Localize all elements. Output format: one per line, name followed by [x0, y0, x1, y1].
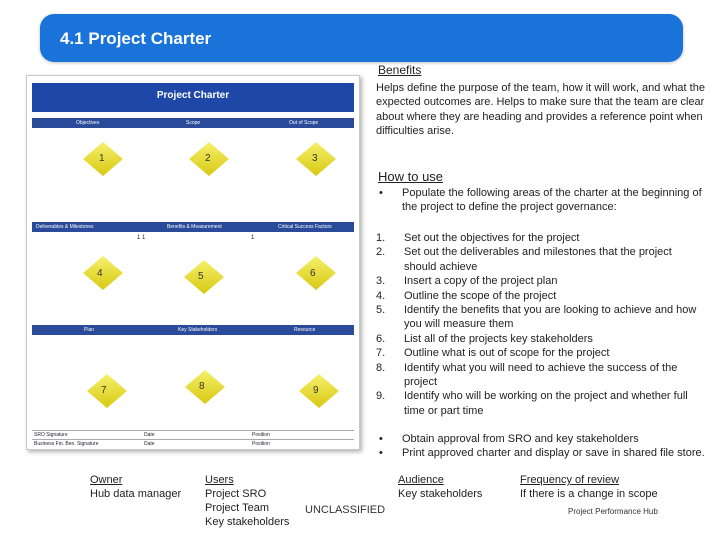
step-item: 7. Outline what is out of scope for the project: [376, 347, 610, 360]
how-to-use-heading: How to use: [378, 169, 444, 184]
charter-number-8: 8: [199, 381, 205, 392]
charter-number-2: 2: [205, 153, 211, 164]
project-charter-thumbnail: Project Charter Objectives Scope Out of Scope 1 2 3 Deliverables & Milestones Benefits & Measurement Critical Success Factors 1 1 1 4 5 6 Plan Key Stakeholders Resource 7 8 9 SRO Signature Date Position Business Fin. Ben. Signature Date Position: [26, 75, 360, 450]
step-item: 1. Set out the objectives for the project: [376, 232, 580, 244]
benefits-heading: Benefits: [378, 63, 422, 77]
charter-diamond-9: [299, 374, 339, 408]
step-item: 9. Identify who will be working on the project and whether full time or part time: [376, 390, 688, 417]
step-item: 4. Outline the scope of the project: [376, 289, 557, 302]
charter-number-5: 5: [198, 271, 204, 282]
owner-value: Hub data manager: [90, 488, 182, 500]
audience-label: Audience: [398, 474, 444, 486]
charter-row3-caps: [32, 325, 354, 335]
slide-title-bar: [40, 14, 683, 62]
how-to-use-steps: [376, 231, 706, 418]
charter-cap-objectives: Objectives: [76, 120, 100, 126]
charter-heading: Project Charter: [32, 83, 354, 112]
charter-cap-csf: Critical Success Factors: [278, 224, 332, 230]
charter-cap-scope: Scope: [186, 120, 201, 126]
owner-label: Owner: [90, 474, 123, 486]
classification-marking: UNCLASSIFIED: [305, 504, 386, 516]
step-item: 2. Set out the deliverables and milestones that the project should achieve: [376, 246, 672, 273]
bullet-icon: •: [376, 447, 383, 459]
footer-brand: Project Performance Hub: [568, 507, 658, 516]
step-item: 5. Identify the benefits that you are looking to achieve and how you will measure them: [376, 304, 697, 331]
charter-number-9: 9: [313, 385, 319, 396]
charter-number-3: 3: [312, 153, 318, 164]
charter-cap-deliverables: Deliverables & Milestones: [36, 224, 94, 230]
benefits-text: Helps define the purpose of the team, how it will work, and what the expected outcomes are. Helps to make sure that the team are clear about where they are heading and provides a reference point when difficulties arise.: [376, 82, 705, 138]
frequency-value: If there is a change in scope: [520, 488, 658, 500]
charter-number-1: 1: [99, 153, 105, 164]
charter-row2-caps: [32, 222, 354, 232]
users-value-sro: Project SRO: [205, 488, 267, 500]
bullet-icon: •: [376, 433, 383, 445]
charter-cap-resource: Resource: [294, 327, 316, 333]
charter-number-6: 6: [310, 268, 316, 279]
charter-number-7: 7: [101, 385, 107, 396]
charter-signature-row-bfs: Business Fin. Ben. Signature Date Position: [32, 439, 354, 447]
step-item: 8. Identify what you will need to achieve the success of the project: [376, 361, 678, 389]
users-value-team: Project Team: [205, 502, 269, 514]
charter-number-4: 4: [97, 268, 103, 279]
bullet-icon: •: [376, 187, 383, 199]
charter-row1-caps: [32, 118, 354, 128]
step-item: 3. Insert a copy of the project plan: [376, 275, 558, 288]
charter-diamond-7: [87, 374, 127, 408]
charter-cap-plan: Plan: [84, 327, 95, 333]
charter-cap-stakeholders: Key Stakeholders: [178, 327, 218, 333]
charter-diamond-6: [296, 256, 336, 290]
frequency-label: Frequency of review: [520, 474, 620, 486]
charter-diamond-5: [184, 260, 224, 294]
users-value-stakeholders: Key stakeholders: [205, 516, 290, 528]
charter-diamond-8: [185, 370, 225, 404]
charter-signature-row-sro: SRO Signature Date Position: [32, 430, 354, 438]
step-item: 6. List all of the projects key stakeholders: [376, 332, 593, 345]
charter-cap-out-of-scope: Out of Scope: [289, 120, 319, 126]
users-label: Users: [205, 474, 234, 486]
slide-title: 4.1 Project Charter: [60, 29, 212, 48]
charter-cap-benefits: Benefits & Measurement: [167, 224, 222, 230]
charter-diamond-4: [83, 256, 123, 290]
audience-value: Key stakeholders: [398, 488, 483, 500]
